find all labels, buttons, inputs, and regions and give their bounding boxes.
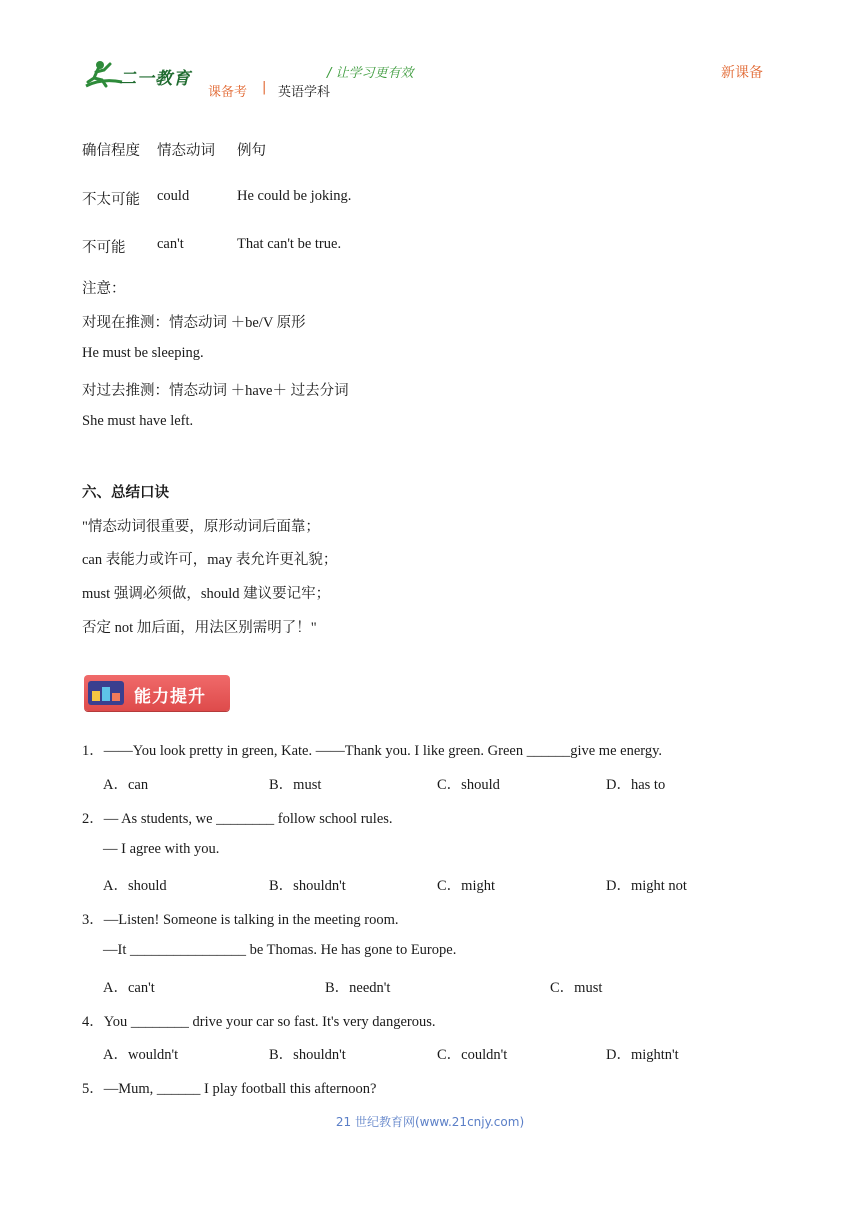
banner-label: 能力提升	[134, 687, 206, 707]
header-tag-right: 英语学科	[278, 85, 331, 100]
table-header-certainty: 确信程度	[82, 143, 140, 159]
question-line: —It ________________ be Thomas. He has gone to Europe.	[103, 942, 457, 958]
question-stem: 1．——You look pretty in green, Kate. ——Thank you. I like green. Green ______give me energy.	[82, 743, 663, 759]
option: A．should	[103, 878, 167, 894]
option: C．might	[437, 878, 496, 894]
option: D．might not	[606, 878, 687, 894]
option: D．mightn't	[606, 1047, 679, 1063]
option: B．shouldn't	[269, 1047, 346, 1063]
question-stem: 2．— As students, we ________ follow school rules.	[82, 811, 393, 827]
notes-past-example: She must have left.	[82, 413, 194, 429]
notes-past-rule: 对过去推测：情态动词 ＋have＋ 过去分词	[82, 383, 349, 399]
summary-line: must 强调必须做，should 建议要记牢；	[82, 586, 331, 602]
question-line: — I agree with you.	[103, 841, 220, 857]
summary-line: 否定 not 加后面，用法区别需明了！"	[82, 620, 317, 636]
table-cell: could	[157, 188, 190, 204]
option: B．must	[269, 777, 322, 793]
question-stem: 5．—Mum, ______ I play football this afternoon?	[82, 1081, 377, 1097]
question-stem: 3．—Listen! Someone is talking in the meeting room.	[82, 912, 399, 928]
table-header-modal: 情态动词	[157, 143, 215, 159]
option: D．has to	[606, 777, 666, 793]
header-tag-left: 课备考	[208, 85, 248, 100]
table-cell: can't	[157, 236, 184, 252]
table-cell: 不太可能	[82, 192, 140, 208]
header-new-course: 新课备	[721, 65, 763, 81]
slogan: / 让学习更有效	[327, 66, 414, 81]
option: B．shouldn't	[269, 878, 346, 894]
notes-present-rule: 对现在推测：情态动词 ＋be/V 原形	[82, 315, 306, 331]
option: C．must	[550, 980, 603, 996]
table-cell: He could be joking.	[237, 188, 352, 204]
summary-line: "情态动词很重要，原形动词后面靠；	[82, 519, 320, 535]
logo-text: 二一教育	[119, 69, 191, 89]
blocks-icon	[88, 681, 124, 705]
notes-title: 注意：	[82, 281, 126, 297]
option: A．can	[103, 777, 149, 793]
table-cell: 不可能	[82, 240, 126, 256]
table-header-example: 例句	[237, 143, 266, 159]
option: A．wouldn't	[103, 1047, 179, 1063]
question-stem: 4．You ________ drive your car so fast. It's very dangerous.	[82, 1014, 436, 1030]
option: C．should	[437, 777, 500, 793]
footer-source: 21 世纪教育网(www.21cnjy.com)	[335, 1115, 525, 1129]
option: B．needn't	[325, 980, 391, 996]
option: C．couldn't	[437, 1047, 508, 1063]
header-tag-separator: |	[262, 80, 267, 95]
notes-present-example: He must be sleeping.	[82, 345, 204, 361]
section-banner	[84, 675, 230, 711]
summary-line: can 表能力或许可，may 表允许更礼貌；	[82, 552, 338, 568]
table-cell: That can't be true.	[237, 236, 342, 252]
option: A．can't	[103, 980, 155, 996]
summary-heading: 六、总结口诀	[82, 485, 169, 501]
